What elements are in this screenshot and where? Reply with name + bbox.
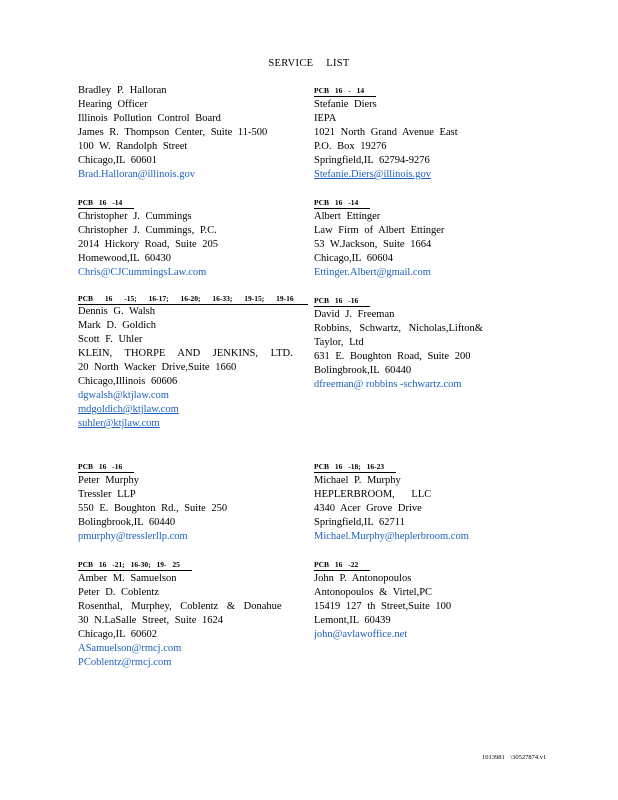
page-title: SERVICE LIST bbox=[268, 58, 350, 69]
entry-line: 4340 Acer Grove Drive bbox=[314, 503, 422, 514]
service-entry bbox=[78, 294, 308, 431]
email-link[interactable]: john@avlawoffice.net bbox=[314, 629, 408, 640]
pcb-case-number: PCB 16 -16 bbox=[78, 462, 134, 473]
pcb-case-number: PCB 16 -21; 16-30; 19- 25 bbox=[78, 560, 192, 571]
service-entry bbox=[78, 460, 227, 544]
entry-line: Homewood,IL 60430 bbox=[78, 253, 172, 264]
entry-line: Christopher J. Cummings, P.C. bbox=[78, 225, 217, 236]
email-link[interactable]: PCoblentz@rmcj.com bbox=[78, 657, 172, 668]
email-link[interactable]: Chris@CJCummingsLaw.com bbox=[78, 267, 207, 278]
email-link[interactable]: suhler@ktjlaw.com bbox=[78, 418, 160, 429]
service-entry bbox=[314, 84, 458, 182]
entry-line: Lemont,IL 60439 bbox=[314, 615, 391, 626]
email-link[interactable]: ASamuelson@rmcj.com bbox=[78, 643, 182, 654]
document-id-footer: 1013981 \30527874.v1 bbox=[482, 754, 547, 761]
email-link[interactable]: dgwalsh@ktjlaw.com bbox=[78, 390, 169, 401]
entry-line: 15419 127 th Street,Suite 100 bbox=[314, 601, 452, 612]
entry-line: Peter D. Coblentz bbox=[78, 587, 159, 598]
entry-line: 30 N.LaSalle Street, Suite 1624 bbox=[78, 615, 223, 626]
entry-line: Chicago,IL 60604 bbox=[314, 253, 394, 264]
entry-line: Illinois Pollution Control Board bbox=[78, 113, 221, 124]
email-link[interactable]: Brad.Halloran@illinois.gov bbox=[78, 169, 195, 180]
entry-line: Law Firm of Albert Ettinger bbox=[314, 225, 445, 236]
entry-line: 100 W. Randolph Street bbox=[78, 141, 188, 152]
entry-line: Tressler LLP bbox=[78, 489, 136, 500]
email-link[interactable]: Stefanie.Diers@illinois.gov bbox=[314, 169, 431, 180]
pcb-case-number: PCB 16 -22 bbox=[314, 560, 370, 571]
entry-line: Bolingbrook,IL 60440 bbox=[78, 517, 176, 528]
entry-line: Dennis G. Walsh bbox=[78, 306, 155, 317]
pcb-case-number: PCB 16 -16 bbox=[314, 296, 370, 307]
entry-line: Rosenthal, Murphey, Coblentz & Donahue bbox=[78, 601, 282, 612]
service-entry bbox=[78, 84, 267, 182]
service-entry bbox=[314, 294, 483, 392]
entry-line: Bradley P. Halloran bbox=[78, 85, 167, 96]
entry-line: David J. Freeman bbox=[314, 309, 395, 320]
pcb-case-number: PCB 16 -15; 16-17; 16-20; 16-33; 19-15; 19-16 bbox=[78, 294, 308, 305]
entry-line: Hearing Officer bbox=[78, 99, 148, 110]
pcb-case-number: PCB 16 -14 bbox=[314, 198, 370, 209]
entry-line: Michael P. Murphy bbox=[314, 475, 401, 486]
email-link[interactable]: pmurphy@tresslerllp.com bbox=[78, 531, 188, 542]
entry-line: Peter Murphy bbox=[78, 475, 140, 486]
entry-line: 1021 North Grand Avenue East bbox=[314, 127, 458, 138]
entry-line: John P. Antonopoulos bbox=[314, 573, 412, 584]
email-link[interactable]: dfreeman@ robbins -schwartz.com bbox=[314, 379, 462, 390]
entry-line: Amber M. Samuelson bbox=[78, 573, 177, 584]
entry-line: Robbins, Schwartz, Nicholas,Lifton& bbox=[314, 323, 483, 334]
email-link[interactable]: Ettinger.Albert@gmail.com bbox=[314, 267, 431, 278]
entry-line: Scott F. Uhler bbox=[78, 334, 143, 345]
entry-line: Taylor, Ltd bbox=[314, 337, 364, 348]
entry-line: Stefanie Diers bbox=[314, 99, 377, 110]
service-entry bbox=[314, 558, 451, 642]
service-entry bbox=[78, 558, 282, 670]
pcb-case-number: PCB 16 -18; 16-23 bbox=[314, 462, 396, 473]
entry-line: IEPA bbox=[314, 113, 337, 124]
entry-line: 631 E. Boughton Road, Suite 200 bbox=[314, 351, 471, 362]
service-entry bbox=[314, 460, 469, 544]
entry-line: Springfield,IL 62711 bbox=[314, 517, 405, 528]
email-link[interactable]: Michael.Murphy@heplerbroom.com bbox=[314, 531, 469, 542]
pcb-case-number: PCB 16 -14 bbox=[78, 198, 134, 209]
service-entry bbox=[78, 196, 218, 280]
entry-line: P.O. Box 19276 bbox=[314, 141, 387, 152]
entry-line: Bolingbrook,IL 60440 bbox=[314, 365, 412, 376]
entry-line: Springfield,IL 62794-9276 bbox=[314, 155, 430, 166]
entry-line: Christopher J. Cummings bbox=[78, 211, 192, 222]
pcb-case-number: PCB 16 - 14 bbox=[314, 86, 376, 97]
entry-line: Albert Ettinger bbox=[314, 211, 381, 222]
entry-line: 2014 Hickory Road, Suite 205 bbox=[78, 239, 219, 250]
entry-line: 53 W.Jackson, Suite 1664 bbox=[314, 239, 432, 250]
entry-line: Mark D. Goldich bbox=[78, 320, 157, 331]
entry-line: Antonopoulos & Virtel,PC bbox=[314, 587, 433, 598]
entry-line: Chicago,IL 60602 bbox=[78, 629, 158, 640]
service-entry bbox=[314, 196, 444, 280]
entry-line: HEPLERBROOM, LLC bbox=[314, 489, 432, 500]
email-link[interactable]: mdgoldich@ktjlaw.com bbox=[78, 404, 179, 415]
entry-line: Chicago,IL 60601 bbox=[78, 155, 158, 166]
entry-line: KLEIN, THORPE AND JENKINS, LTD. bbox=[78, 348, 293, 359]
entry-line: 550 E. Boughton Rd., Suite 250 bbox=[78, 503, 228, 514]
entry-line: 20 North Wacker Drive,Suite 1660 bbox=[78, 362, 237, 373]
entry-line: James R. Thompson Center, Suite 11-500 bbox=[78, 127, 268, 138]
entry-line: Chicago,Illinois 60606 bbox=[78, 376, 178, 387]
